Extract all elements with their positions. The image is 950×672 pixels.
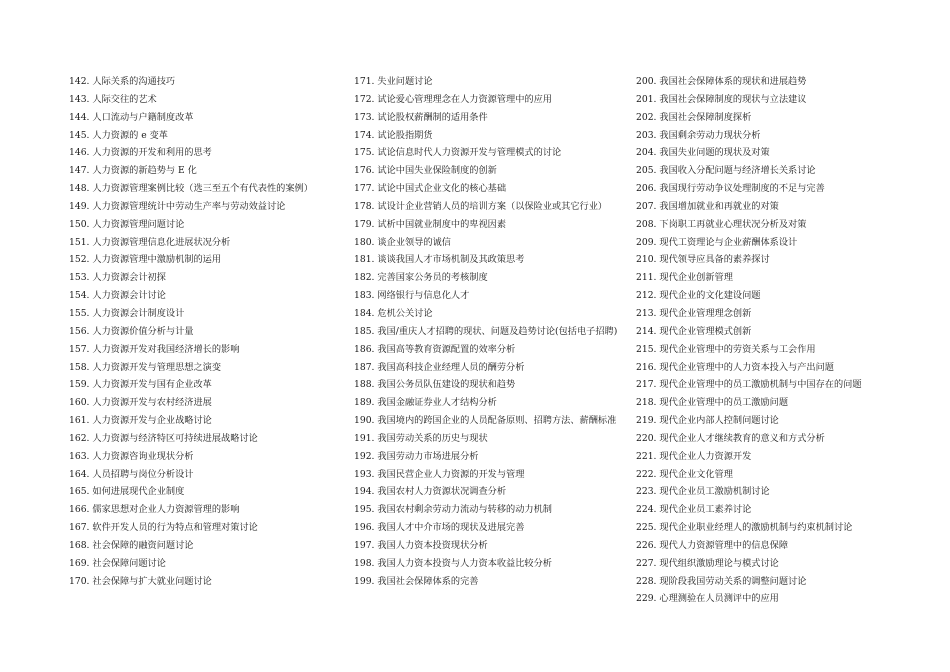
topic-item: 218. 现代企业管理中的员工激励问题 [636, 397, 789, 409]
topic-item: 207. 我国增加就业和再就业的对策 [636, 200, 779, 212]
topic-item: 212. 现代企业的文化建设问题 [636, 290, 761, 302]
topic-item: 155. 人力资源会计制度设计 [69, 307, 185, 319]
topic-item: 151. 人力资源管理信息化进展状况分析 [69, 236, 231, 248]
topic-item: 223. 现代企业员工激励机制讨论 [636, 486, 770, 498]
topic-item: 200. 我国社会保障体系的现状和进展趋势 [636, 76, 807, 87]
topic-item: 184. 危机公关讨论 [354, 307, 433, 319]
topic-item: 150. 人力资源管理问题讨论 [69, 218, 185, 230]
topic-item: 182. 完善国家公务员的考核制度 [354, 272, 488, 284]
topic-item: 169. 社会保障问题讨论 [69, 557, 166, 569]
topic-item: 191. 我国劳动关系的历史与现状 [354, 432, 488, 444]
topic-item: 183. 网络银行与信息化人才 [354, 290, 470, 302]
topic-item: 206. 我国现行劳动争议处理制度的不足与完善 [636, 183, 825, 195]
topic-item: 216. 现代企业管理中的人力资本投入与产出问题 [636, 361, 834, 373]
topic-item: 189. 我国金融证券业人才结构分析 [354, 397, 497, 409]
topic-item: 171. 失业问题讨论 [354, 76, 433, 87]
topic-item: 192. 我国劳动力市场进展分析 [354, 450, 479, 462]
topic-item: 178. 试设计企业营销人员的培训方案（以保险业或其它行业） [354, 200, 608, 212]
topic-item: 153. 人力资源会计初探 [69, 272, 166, 284]
topic-item: 197. 我国人力资本投资现状分析 [354, 539, 488, 551]
topic-item: 215. 现代企业管理中的劳资关系与工会作用 [636, 343, 816, 355]
topic-item: 180. 谈企业领导的诚信 [354, 236, 451, 248]
topic-item: 149. 人力资源管理统计中劳动生产率与劳动效益讨论 [69, 200, 286, 212]
topic-item: 210. 现代领导应具备的素养探讨 [636, 254, 770, 266]
topic-item: 154. 人力资源会计讨论 [69, 290, 166, 302]
topic-item: 179. 试析中国就业制度中的卑视因素 [354, 218, 507, 230]
topic-item: 205. 我国收入分配问题与经济增长关系讨论 [636, 165, 816, 177]
topic-item: 172. 试论爱心管理理念在人力资源管理中的应用 [354, 93, 552, 105]
topic-column-1 [69, 73, 349, 590]
topic-item: 170. 社会保障与扩大就业问题讨论 [69, 575, 212, 587]
topic-item: 195. 我国农村剩余劳动力流动与转移的动力机制 [354, 504, 552, 516]
topic-item: 148. 人力资源管理案例比较（选三至五个有代表性的案例） [69, 183, 313, 195]
topic-item: 208. 下岗职工再就业心理状况分析及对策 [636, 218, 807, 230]
topic-item: 222. 现代企业文化管理 [636, 468, 733, 480]
topic-item: 143. 人际交往的艺术 [69, 93, 157, 105]
topic-item: 166. 儒家思想对企业人力资源管理的影响 [69, 504, 240, 516]
topic-item: 146. 人力资源的开发和利用的思考 [69, 147, 212, 159]
topic-item: 175. 试论信息时代人力资源开发与管理模式的讨论 [354, 147, 562, 159]
topic-item: 219. 现代企业内部人控制问题讨论 [636, 415, 779, 427]
topic-item: 198. 我国人力资本投资与人力资本收益比较分析 [354, 557, 552, 569]
topic-item: 221. 现代企业人力资源开发 [636, 450, 752, 462]
topic-item: 187. 我国高科技企业经理人员的酬劳分析 [354, 361, 525, 373]
topic-item: 152. 人力资源管理中激励机制的运用 [69, 254, 222, 266]
topic-item: 174. 试论股指期货 [354, 129, 433, 141]
topic-item: 188. 我国公务员队伍建设的现状和趋势 [354, 379, 516, 391]
topic-item: 199. 我国社会保障体系的完善 [354, 575, 479, 587]
topic-item: 201. 我国社会保障制度的现状与立法建议 [636, 93, 807, 105]
topic-item: 185. 我国/重庆人才招聘的现状、问题及趋势讨论(包括电子招聘) [354, 325, 618, 337]
topic-item: 162. 人力资源与经济特区可持续进展战略讨论 [69, 432, 258, 444]
topic-item: 194. 我国农村人力资源状况调查分析 [354, 486, 507, 498]
topic-column-2 [354, 73, 635, 590]
topic-item: 147. 人力资源的新趋势与 E 化 [69, 165, 197, 177]
topic-item: 159. 人力资源开发与国有企业改革 [69, 379, 212, 391]
topic-item: 227. 现代组织激励理论与模式讨论 [636, 557, 779, 569]
topic-item: 228. 现阶段我国劳动关系的调整问题讨论 [636, 575, 807, 587]
topic-item: 202. 我国社会保障制度探析 [636, 111, 752, 123]
topic-item: 160. 人力资源开发与农村经济进展 [69, 397, 212, 409]
topic-item: 164. 人员招聘与岗位分析设计 [69, 468, 194, 480]
topic-item: 211. 现代企业创新管理 [636, 272, 733, 284]
topic-item: 157. 人力资源开发对我国经济增长的影响 [69, 343, 240, 355]
topic-item: 168. 社会保障的融资问题讨论 [69, 539, 194, 551]
topic-item: 217. 现代企业管理中的员工激励机制与中国存在的问题 [636, 379, 862, 391]
topic-item: 165. 如何进展现代企业制度 [69, 486, 185, 498]
topic-item: 196. 我国人才中介市场的现状及进展完善 [354, 522, 525, 534]
topic-item: 209. 现代工资理论与企业薪酬体系设计 [636, 236, 798, 248]
topic-item: 190. 我国境内的跨国企业的人员配备原则、招聘方法、薪酬标准 [354, 415, 617, 427]
topic-item: 145. 人力资源的 e 变革 [69, 129, 168, 141]
topic-item: 156. 人力资源价值分析与计量 [69, 325, 194, 337]
topic-item: 173. 试论股权薪酬制的适用条件 [354, 111, 488, 123]
topic-item: 167. 软件开发人员的行为特点和管理对策讨论 [69, 522, 258, 534]
topic-item: 226. 现代人力资源管理中的信息保障 [636, 539, 789, 551]
topic-item: 176. 试论中国失业保险制度的创新 [354, 165, 497, 177]
topic-item: 214. 现代企业管理模式创新 [636, 325, 752, 337]
topic-item: 225. 现代企业职业经理人的激励机制与约束机制讨论 [636, 522, 853, 534]
topic-item: 229. 心理测验在人员测评中的应用 [636, 593, 779, 605]
topic-item: 224. 现代企业员工素养讨论 [636, 504, 752, 516]
topic-item: 163. 人力资源咨询业现状分析 [69, 450, 194, 462]
topic-item: 186. 我国高等教育资源配置的效率分析 [354, 343, 516, 355]
topic-item: 144. 人口流动与户籍制度改革 [69, 111, 194, 123]
topic-item: 142. 人际关系的沟通技巧 [69, 76, 176, 87]
topic-item: 161. 人力资源开发与企业战略讨论 [69, 415, 212, 427]
topic-item: 213. 现代企业管理理念创新 [636, 307, 752, 319]
topic-column-3 [636, 73, 896, 608]
topic-item: 177. 试论中国式企业文化的核心基础 [354, 183, 507, 195]
topic-item: 193. 我国民营企业人力资源的开发与管理 [354, 468, 525, 480]
topic-item: 204. 我国失业问题的现状及对策 [636, 147, 770, 159]
topic-item: 203. 我国剩余劳动力现状分析 [636, 129, 761, 141]
topic-item: 158. 人力资源开发与管理思想之演变 [69, 361, 222, 373]
topic-item: 220. 现代企业人才继续教育的意义和方式分析 [636, 432, 825, 444]
topic-item: 181. 谈谈我国人才市场机制及其政策思考 [354, 254, 525, 266]
